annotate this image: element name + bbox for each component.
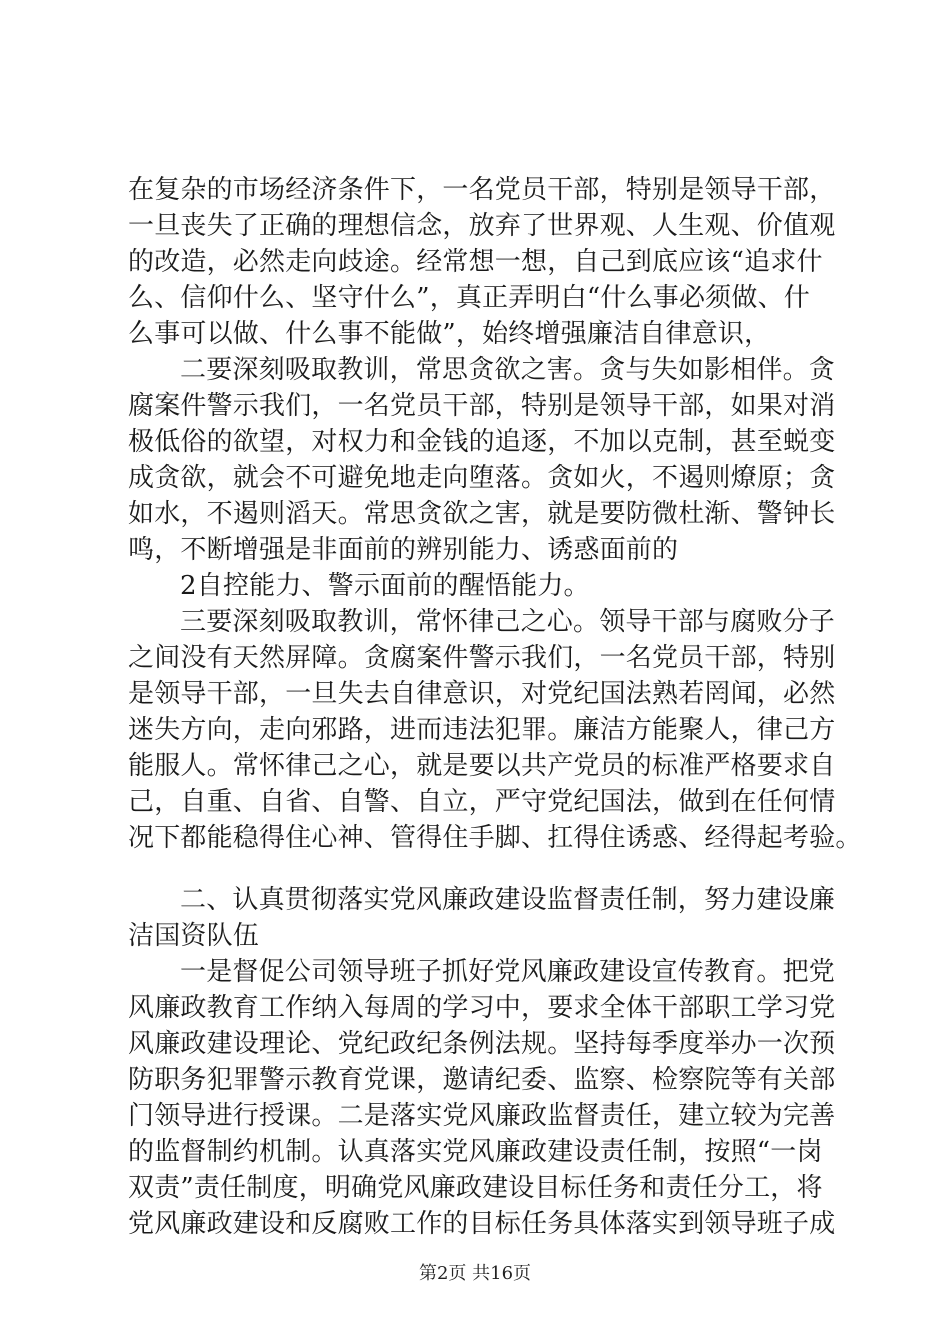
text-line: 鸣，不断增强是非面前的辨别能力、诱惑面前的: [128, 535, 679, 565]
text-line: 腐案件警示我们，一名党员干部，特别是领导干部，如果对消: [128, 391, 836, 421]
text-line: 风廉政建设理论、党纪政纪条例法规。坚持每季度举办一次预: [128, 1029, 836, 1059]
text-line: 2自控能力、警示面前的醒悟能力。: [180, 571, 590, 601]
text-line: 迷失方向，走向邪路，进而违法犯罪。廉洁方能聚人，律己方: [128, 715, 836, 745]
text-line: 极低俗的欲望，对权力和金钱的追逐，不加以克制，甚至蜕变: [128, 427, 836, 457]
text-line: 么、信仰什么、坚守什么”，真正弄明白“什么事必须做、什: [128, 283, 810, 313]
text-line: 么事可以做、什么事不能做”，始终增强廉洁自律意识，: [128, 319, 771, 349]
text-line: 是领导干部，一旦失去自律意识，对党纪国法熟若罔闻，必然: [128, 679, 836, 709]
text-line: 三要深刻吸取教训，常怀律己之心。领导干部与腐败分子: [180, 607, 836, 637]
text-line: 成贪欲，就会不可避免地走向堕落。贪如火，不遏则燎原；贪: [128, 463, 836, 493]
text-line: 在复杂的市场经济条件下，一名党员干部，特别是领导干部，: [128, 175, 836, 205]
text-line: 防职务犯罪警示教育党课，邀请纪委、监察、检察院等有关部: [128, 1065, 836, 1095]
text-line: 双责”责任制度，明确党风廉政建设目标任务和责任分工，将: [128, 1173, 823, 1203]
text-line: 的改造，必然走向歧途。经常想一想，自己到底应该“追求什: [128, 247, 823, 277]
page-footer: 第2页 共16页: [418, 1263, 532, 1284]
text-line: 一是督促公司领导班子抓好党风廉政建设宣传教育。把党: [180, 957, 836, 987]
text-line: 如水，不遏则滔天。常思贪欲之害，就是要防微杜渐、警钟长: [128, 499, 836, 529]
section-heading: 二、认真贯彻落实党风廉政建设监督责任制，努力建设廉: [180, 885, 836, 915]
text-line: 的监督制约机制。认真落实党风廉政建设责任制，按照“一岗: [128, 1137, 823, 1167]
text-line: 一旦丧失了正确的理想信念，放弃了世界观、人生观、价值观: [128, 211, 836, 241]
text-line: 二要深刻吸取教训，常思贪欲之害。贪与失如影相伴。贪: [180, 355, 836, 385]
text-line: 况下都能稳得住心神、管得住手脚、扛得住诱惑、经得起考验。: [128, 823, 862, 853]
text-line: 风廉政教育工作纳入每周的学习中，要求全体干部职工学习党: [128, 993, 836, 1023]
text-line: 能服人。常怀律己之心，就是要以共产党员的标准严格要求自: [128, 751, 836, 781]
text-line: 门领导进行授课。二是落实党风廉政监督责任，建立较为完善: [128, 1101, 836, 1131]
text-line: 党风廉政建设和反腐败工作的目标任务具体落实到领导班子成: [128, 1209, 836, 1239]
text-line: 之间没有天然屏障。贪腐案件警示我们，一名党员干部，特别: [128, 643, 836, 673]
section-heading: 洁国资队伍: [128, 921, 260, 951]
text-line: 己，自重、自省、自警、自立，严守党纪国法，做到在任何情: [128, 787, 836, 817]
